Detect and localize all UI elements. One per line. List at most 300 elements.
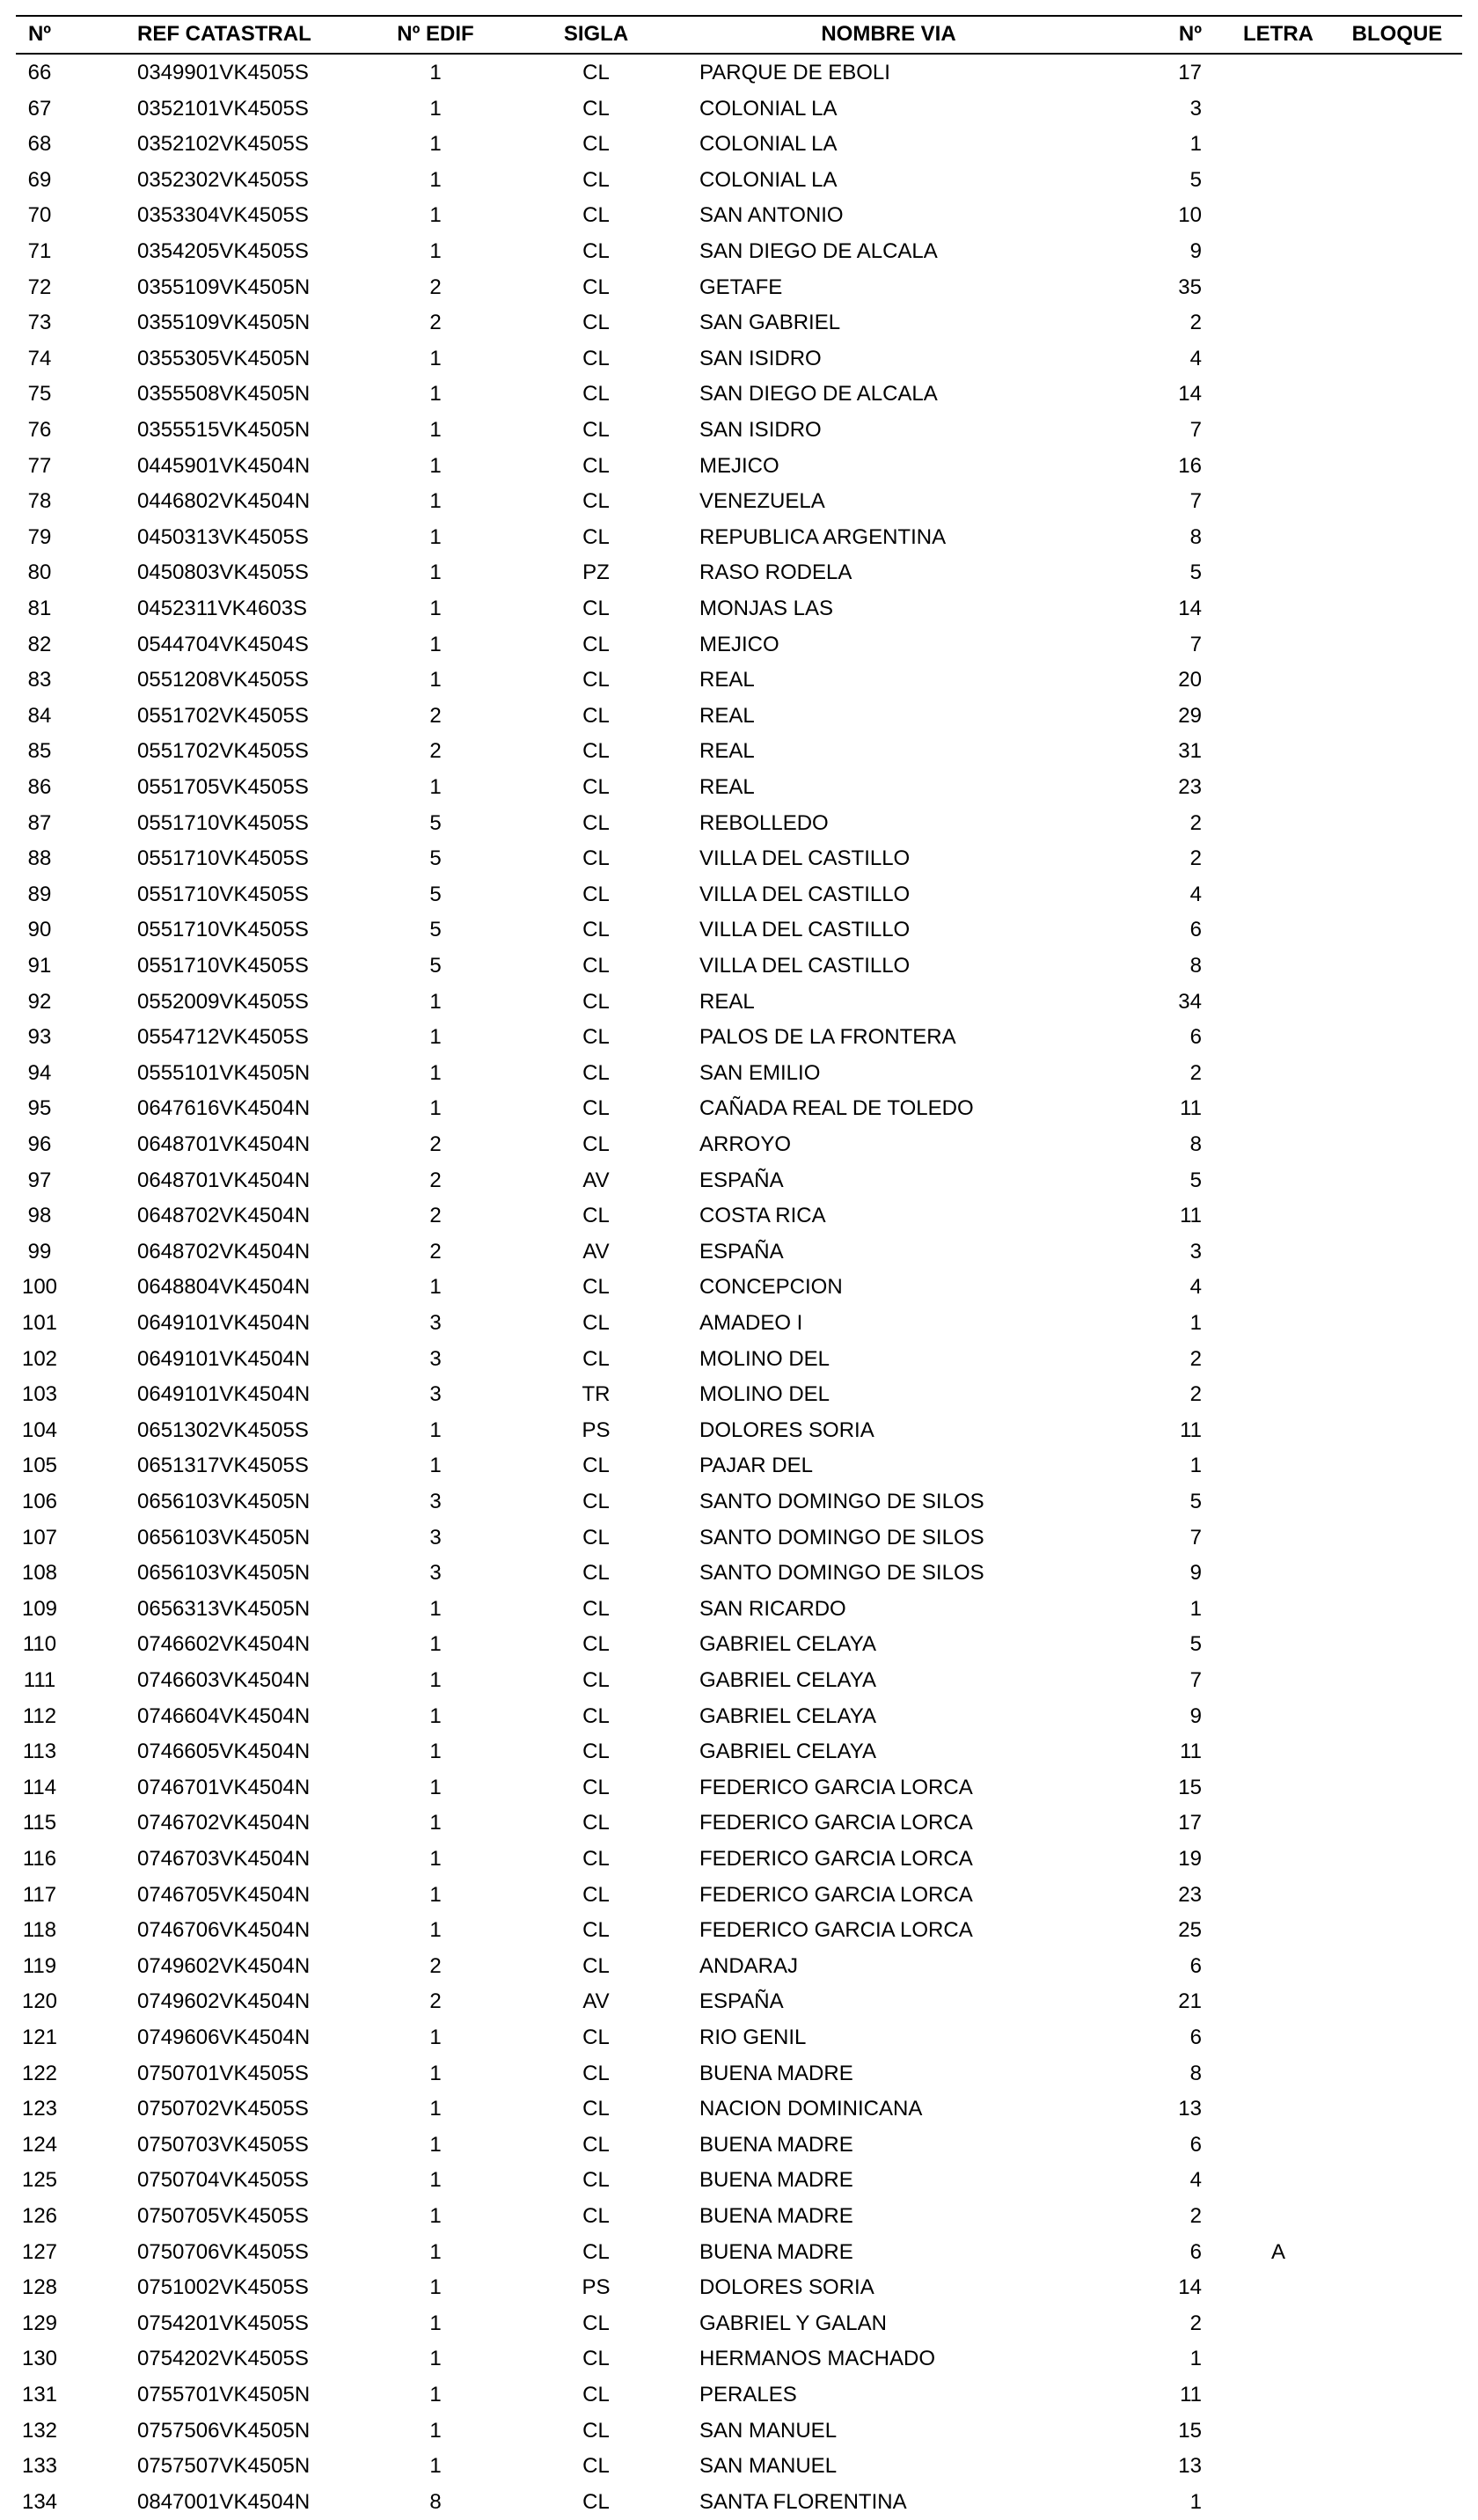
col-header-bloque: BLOQUE (1351, 22, 1443, 46)
nombre-via-cell: SAN MANUEL (699, 2418, 838, 2443)
row-number-cell: 114 (22, 1775, 57, 1799)
table-row (0, 1484, 1478, 1520)
ref-catastral-cell: 0355515VK4505N (137, 418, 311, 442)
row-number-cell: 110 (22, 1632, 57, 1657)
nombre-via-cell: SAN DIEGO DE ALCALA (699, 382, 938, 407)
row-number-cell: 74 (27, 346, 52, 370)
n-edif-cell: 1 (429, 167, 442, 192)
numero-cell: 23 (1178, 1882, 1202, 1907)
sigla-cell: CL (582, 2418, 610, 2443)
numero-cell: 1 (1189, 132, 1202, 157)
table-row (0, 841, 1478, 877)
row-number-cell: 73 (27, 311, 52, 335)
n-edif-cell: 1 (429, 2275, 442, 2300)
ref-catastral-cell: 0656103VK4505N (137, 1561, 311, 1586)
letra-cell (1239, 1377, 1318, 1413)
nombre-via-cell: REAL (699, 989, 755, 1014)
sigla-cell: CL (582, 632, 610, 656)
sigla-cell: PZ (582, 560, 610, 585)
table-row (0, 1699, 1478, 1735)
sigla-cell: CL (582, 846, 610, 871)
nombre-via-cell: REAL (699, 775, 755, 799)
table-row (0, 1306, 1478, 1342)
numero-cell: 4 (1189, 2168, 1202, 2193)
nombre-via-cell: HERMANOS MACHADO (699, 2347, 936, 2371)
row-number-cell: 133 (21, 2454, 58, 2479)
sigla-cell: CL (582, 1632, 610, 1657)
numero-cell: 1 (1189, 2347, 1202, 2371)
n-edif-cell: 1 (429, 382, 442, 407)
ref-catastral-cell: 0755701VK4505N (137, 2383, 311, 2406)
letra-cell (1239, 1663, 1318, 1699)
n-edif-cell: 5 (429, 810, 442, 835)
table-row (0, 1913, 1478, 1949)
letra-cell (1239, 341, 1318, 377)
row-number-cell: 99 (27, 1239, 52, 1264)
table-row (0, 2128, 1478, 2164)
n-edif-cell: 1 (429, 775, 442, 799)
table-row (0, 1842, 1478, 1878)
numero-cell: 5 (1189, 1490, 1202, 1513)
ref-catastral-cell: 0648701VK4504N (137, 1168, 311, 1192)
table-row (0, 1342, 1478, 1378)
n-edif-cell: 1 (429, 1096, 442, 1121)
table-row (0, 92, 1478, 128)
numero-cell: 11 (1180, 1740, 1202, 1764)
row-number-cell: 72 (27, 275, 52, 299)
letra-cell (1239, 1484, 1318, 1520)
ref-catastral-cell: 0648804VK4504N (137, 1275, 311, 1300)
nombre-via-cell: ANDARAJ (699, 1953, 799, 1978)
numero-cell: 21 (1178, 1989, 1202, 2014)
row-number-cell: 120 (21, 1989, 58, 2014)
sigla-cell: CL (582, 275, 610, 299)
n-edif-cell: 1 (429, 1454, 442, 1478)
numero-cell: 9 (1189, 1703, 1202, 1728)
table-row (0, 2199, 1478, 2235)
nombre-via-cell: RIO GENIL (699, 2026, 807, 2049)
sigla-cell: CL (582, 1060, 610, 1085)
letra-cell (1239, 1127, 1318, 1163)
ref-catastral-cell: 0551710VK4505S (137, 954, 309, 978)
nombre-via-cell: ESPAÑA (699, 1239, 784, 1264)
sigla-cell: CL (582, 453, 610, 478)
nombre-via-cell: MEJICO (699, 632, 779, 656)
nombre-via-cell: COLONIAL LA (699, 132, 838, 157)
sigla-cell: PS (582, 2275, 611, 2300)
n-edif-cell: 2 (429, 1239, 442, 1264)
sigla-cell: CL (582, 1132, 610, 1156)
numero-cell: 2 (1189, 1346, 1202, 1371)
letra-cell (1239, 449, 1318, 485)
table-row (0, 1984, 1478, 2020)
letra-cell (1239, 1234, 1318, 1271)
nombre-via-cell: VENEZUELA (699, 489, 825, 514)
numero-cell: 11 (1180, 2383, 1202, 2406)
letra-cell (1239, 2091, 1318, 2128)
row-number-cell: 67 (27, 96, 52, 121)
numero-cell: 14 (1178, 597, 1202, 620)
sigla-cell: CL (582, 2239, 610, 2264)
ref-catastral-cell: 0450313VK4505S (137, 524, 309, 549)
n-edif-cell: 1 (429, 1418, 442, 1442)
numero-cell: 31 (1178, 739, 1202, 764)
ref-catastral-cell: 0649101VK4504N (137, 1311, 311, 1335)
sigla-cell: CL (582, 1311, 610, 1335)
row-number-cell: 126 (21, 2204, 58, 2228)
numero-cell: 6 (1189, 1025, 1202, 1050)
ref-catastral-cell: 0352302VK4505S (137, 167, 309, 192)
table-row (0, 1734, 1478, 1770)
table-row (0, 1056, 1478, 1092)
table-row (0, 1413, 1478, 1449)
table-row (0, 699, 1478, 735)
table-row (0, 305, 1478, 341)
n-edif-cell: 1 (429, 2132, 442, 2157)
table-row (0, 627, 1478, 663)
table-row (0, 1556, 1478, 1592)
table-row (0, 1234, 1478, 1271)
n-edif-cell: 1 (429, 453, 442, 478)
ref-catastral-cell: 0647616VK4504N (137, 1096, 311, 1121)
letra-cell (1239, 1520, 1318, 1557)
n-edif-cell: 1 (429, 1668, 442, 1692)
nombre-via-cell: CAÑADA REAL DE TOLEDO (699, 1096, 974, 1121)
letra-cell (1239, 2377, 1318, 2414)
sigla-cell: CL (582, 1668, 610, 1692)
numero-cell: 14 (1178, 2275, 1202, 2300)
sigla-cell: CL (582, 2347, 610, 2371)
letra-cell (1239, 305, 1318, 341)
sigla-cell: CL (582, 954, 610, 978)
n-edif-cell: 5 (429, 882, 442, 906)
ref-catastral-cell: 0551705VK4505S (137, 775, 309, 799)
ref-catastral-cell: 0649101VK4504N (137, 1382, 311, 1407)
numero-cell: 29 (1178, 703, 1202, 728)
sigla-cell: CL (582, 810, 610, 835)
numero-cell: 9 (1189, 239, 1202, 263)
sigla-cell: CL (582, 2061, 610, 2085)
ref-catastral-cell: 0656313VK4505N (137, 1596, 311, 1621)
row-number-cell: 116 (22, 1847, 57, 1871)
table-row (0, 1663, 1478, 1699)
letra-cell (1239, 2056, 1318, 2092)
nombre-via-cell: PERALES (699, 2383, 797, 2406)
sigla-cell: CL (582, 1882, 610, 1907)
ref-catastral-cell: 0355109VK4505N (137, 275, 311, 299)
col-header-ref-catastral: REF CATASTRAL (137, 22, 311, 46)
numero-cell: 8 (1189, 1132, 1202, 1156)
row-number-cell: 131 (21, 2383, 58, 2406)
nombre-via-cell: ESPAÑA (699, 1989, 784, 2014)
table-row (0, 55, 1478, 92)
sigla-cell: CL (582, 61, 610, 84)
sigla-cell: CL (582, 739, 610, 764)
ref-catastral-cell: 0750705VK4505S (137, 2204, 309, 2228)
nombre-via-cell: SAN ANTONIO (699, 203, 844, 228)
nombre-via-cell: REAL (699, 703, 755, 728)
ref-catastral-cell: 0746706VK4504N (137, 1918, 311, 1943)
row-number-cell: 100 (21, 1275, 58, 1300)
letra-cell (1239, 734, 1318, 770)
ref-catastral-cell: 0648702VK4504N (137, 1204, 311, 1228)
row-number-cell: 98 (27, 1204, 52, 1228)
nombre-via-cell: COLONIAL LA (699, 96, 838, 121)
letra-cell (1239, 92, 1318, 128)
nombre-via-cell: FEDERICO GARCIA LORCA (699, 1811, 973, 1835)
ref-catastral-cell: 0754201VK4505S (137, 2311, 309, 2335)
nombre-via-cell: RASO RODELA (699, 560, 852, 585)
letra-cell (1239, 1842, 1318, 1878)
row-number-cell: 71 (27, 239, 52, 263)
col-header-letra: LETRA (1243, 22, 1313, 46)
col-header-n-edif: Nº EDIF (397, 22, 474, 46)
ref-catastral-cell: 0656103VK4505N (137, 1525, 311, 1549)
col-header-numero: Nº (1178, 22, 1202, 46)
n-edif-cell: 1 (429, 1025, 442, 1050)
sigla-cell: CL (582, 1918, 610, 1943)
nombre-via-cell: SAN RICARDO (699, 1596, 846, 1621)
sigla-cell: CL (582, 239, 610, 263)
table-row (0, 806, 1478, 842)
row-number-cell: 90 (27, 918, 52, 942)
n-edif-cell: 1 (429, 132, 442, 157)
row-number-cell: 122 (21, 2061, 58, 2085)
ref-catastral-cell: 0750706VK4505S (137, 2239, 309, 2264)
letra-cell (1239, 2199, 1318, 2235)
numero-cell: 9 (1189, 1561, 1202, 1586)
row-number-cell: 128 (21, 2275, 58, 2300)
table-row (0, 1949, 1478, 1985)
sigla-cell: AV (582, 1168, 610, 1192)
sigla-cell: CL (582, 524, 610, 549)
nombre-via-cell: SAN ISIDRO (699, 346, 822, 370)
sigla-cell: CL (582, 1490, 610, 1513)
row-number-cell: 134 (21, 2489, 58, 2514)
n-edif-cell: 1 (429, 2311, 442, 2335)
sigla-cell: CL (582, 203, 610, 228)
table-row (0, 1520, 1478, 1557)
n-edif-cell: 1 (429, 989, 442, 1014)
ref-catastral-cell: 0649101VK4504N (137, 1346, 311, 1371)
letra-cell (1239, 1770, 1318, 1806)
letra-cell (1239, 2270, 1318, 2306)
nombre-via-cell: ESPAÑA (699, 1168, 784, 1192)
numero-cell: 2 (1189, 810, 1202, 835)
table-row (0, 1592, 1478, 1628)
nombre-via-cell: REAL (699, 739, 755, 764)
sigla-cell: CL (582, 597, 610, 620)
numero-cell: 13 (1178, 2097, 1202, 2121)
n-edif-cell: 5 (429, 918, 442, 942)
ref-catastral-cell: 0750702VK4505S (137, 2097, 309, 2121)
table-row (0, 2270, 1478, 2306)
numero-cell: 10 (1178, 203, 1202, 228)
letra-cell (1239, 770, 1318, 806)
row-number-cell: 87 (27, 810, 52, 835)
ref-catastral-cell: 0757507VK4505N (137, 2454, 311, 2479)
ref-catastral-cell: 0353304VK4505S (137, 203, 309, 228)
sigla-cell: CL (582, 2132, 610, 2157)
row-number-cell: 95 (27, 1096, 52, 1121)
numero-cell: 2 (1189, 1382, 1202, 1407)
table-row (0, 2449, 1478, 2485)
letra-cell (1239, 377, 1318, 413)
sigla-cell: CL (582, 1275, 610, 1300)
numero-cell: 15 (1178, 1775, 1202, 1799)
nombre-via-cell: GABRIEL CELAYA (699, 1632, 876, 1657)
sigla-cell: AV (582, 1239, 610, 1264)
numero-cell: 6 (1189, 2239, 1202, 2264)
numero-cell: 17 (1178, 1811, 1202, 1835)
row-number-cell: 105 (21, 1454, 58, 1478)
ref-catastral-cell: 0749602VK4504N (137, 1953, 311, 1978)
nombre-via-cell: FEDERICO GARCIA LORCA (699, 1882, 973, 1907)
numero-cell: 20 (1178, 668, 1202, 692)
row-number-cell: 68 (27, 132, 52, 157)
table-row (0, 484, 1478, 520)
nombre-via-cell: SAN EMILIO (699, 1060, 821, 1085)
table-row (0, 555, 1478, 591)
ref-catastral-cell: 0746602VK4504N (137, 1632, 311, 1657)
sigla-cell: CL (582, 2204, 610, 2228)
numero-cell: 1 (1189, 1454, 1202, 1478)
row-number-cell: 132 (21, 2418, 58, 2443)
n-edif-cell: 1 (429, 1275, 442, 1300)
numero-cell: 35 (1178, 275, 1202, 299)
numero-cell: 34 (1178, 989, 1202, 1014)
table-row (0, 985, 1478, 1021)
letra-cell (1239, 127, 1318, 163)
numero-cell: 13 (1178, 2454, 1202, 2479)
table-row (0, 1627, 1478, 1663)
sigla-cell: CL (582, 1525, 610, 1549)
table-row (0, 1806, 1478, 1842)
n-edif-cell: 1 (429, 597, 442, 620)
sigla-cell: CL (582, 1703, 610, 1728)
n-edif-cell: 2 (429, 739, 442, 764)
row-number-cell: 121 (21, 2026, 58, 2049)
table-row (0, 2414, 1478, 2450)
sigla-cell: CL (582, 1596, 610, 1621)
letra-cell (1239, 1878, 1318, 1914)
n-edif-cell: 1 (429, 489, 442, 514)
ref-catastral-cell: 0551710VK4505S (137, 846, 309, 871)
letra-cell (1239, 2414, 1318, 2450)
row-number-cell: 108 (21, 1561, 58, 1586)
numero-cell: 3 (1189, 96, 1202, 121)
letra-cell (1239, 1556, 1318, 1592)
numero-cell: 23 (1178, 775, 1202, 799)
numero-cell: 1 (1189, 1596, 1202, 1621)
numero-cell: 2 (1189, 1060, 1202, 1085)
numero-cell: 8 (1189, 2061, 1202, 2085)
row-number-cell: 91 (27, 954, 52, 978)
letra-cell (1239, 912, 1318, 949)
sigla-cell: CL (582, 2383, 610, 2406)
table-row (0, 520, 1478, 556)
ref-catastral-cell: 0349901VK4505S (137, 61, 309, 84)
n-edif-cell: 2 (429, 703, 442, 728)
row-number-cell: 129 (21, 2311, 58, 2335)
nombre-via-cell: VILLA DEL CASTILLO (699, 846, 911, 871)
nombre-via-cell: REAL (699, 668, 755, 692)
nombre-via-cell: SAN GABRIEL (699, 311, 841, 335)
letra-cell (1239, 1913, 1318, 1949)
table-row (0, 413, 1478, 449)
table-row (0, 591, 1478, 627)
ref-catastral-cell: 0746605VK4504N (137, 1740, 311, 1764)
sigla-cell: CL (582, 418, 610, 442)
nombre-via-cell: SANTO DOMINGO DE SILOS (699, 1490, 984, 1513)
letra-cell (1239, 1198, 1318, 1234)
ref-catastral-cell: 0746705VK4504N (137, 1882, 311, 1907)
table-row (0, 1127, 1478, 1163)
n-edif-cell: 3 (429, 1561, 442, 1586)
row-number-cell: 103 (21, 1382, 58, 1407)
nombre-via-cell: PALOS DE LA FRONTERA (699, 1025, 956, 1050)
sigla-cell: CL (582, 2454, 610, 2479)
sigla-cell: CL (582, 989, 610, 1014)
table-row (0, 734, 1478, 770)
nombre-via-cell: AMADEO I (699, 1311, 803, 1335)
table-row (0, 1198, 1478, 1234)
ref-catastral-cell: 0551208VK4505S (137, 668, 309, 692)
sigla-cell: CL (582, 2026, 610, 2049)
ref-catastral-cell: 0354205VK4505S (137, 239, 309, 263)
numero-cell: 2 (1189, 311, 1202, 335)
n-edif-cell: 1 (429, 1775, 442, 1799)
table-row (0, 2235, 1478, 2271)
numero-cell: 8 (1189, 954, 1202, 978)
letra-cell (1239, 2341, 1318, 2377)
letra-cell (1239, 877, 1318, 913)
nombre-via-cell: MOLINO DEL (699, 1382, 830, 1407)
n-edif-cell: 1 (429, 418, 442, 442)
ref-catastral-cell: 0746604VK4504N (137, 1703, 311, 1728)
n-edif-cell: 3 (429, 1346, 442, 1371)
nombre-via-cell: GABRIEL CELAYA (699, 1703, 876, 1728)
sigla-cell: CL (582, 346, 610, 370)
letra-cell (1239, 806, 1318, 842)
letra-cell (1239, 663, 1318, 699)
numero-cell: 2 (1189, 846, 1202, 871)
table-row (0, 270, 1478, 306)
sigla-cell: CL (582, 882, 610, 906)
numero-cell: 2 (1189, 2311, 1202, 2335)
n-edif-cell: 2 (429, 1989, 442, 2014)
sigla-cell: CL (582, 2311, 610, 2335)
letra-cell (1239, 1448, 1318, 1484)
row-number-cell: 123 (21, 2097, 58, 2121)
letra-cell (1239, 413, 1318, 449)
n-edif-cell: 3 (429, 1525, 442, 1549)
n-edif-cell: 1 (429, 96, 442, 121)
table-row (0, 2163, 1478, 2199)
ref-catastral-cell: 0648701VK4504N (137, 1132, 311, 1156)
table-row (0, 2020, 1478, 2056)
n-edif-cell: 2 (429, 1168, 442, 1192)
row-number-cell: 82 (27, 632, 52, 656)
table-row (0, 341, 1478, 377)
row-number-cell: 106 (21, 1490, 58, 1513)
letra-cell (1239, 270, 1318, 306)
row-number-cell: 115 (22, 1811, 57, 1835)
n-edif-cell: 1 (429, 2168, 442, 2193)
ref-catastral-cell: 0352101VK4505S (137, 96, 309, 121)
sigla-cell: CL (582, 1561, 610, 1586)
n-edif-cell: 2 (429, 311, 442, 335)
